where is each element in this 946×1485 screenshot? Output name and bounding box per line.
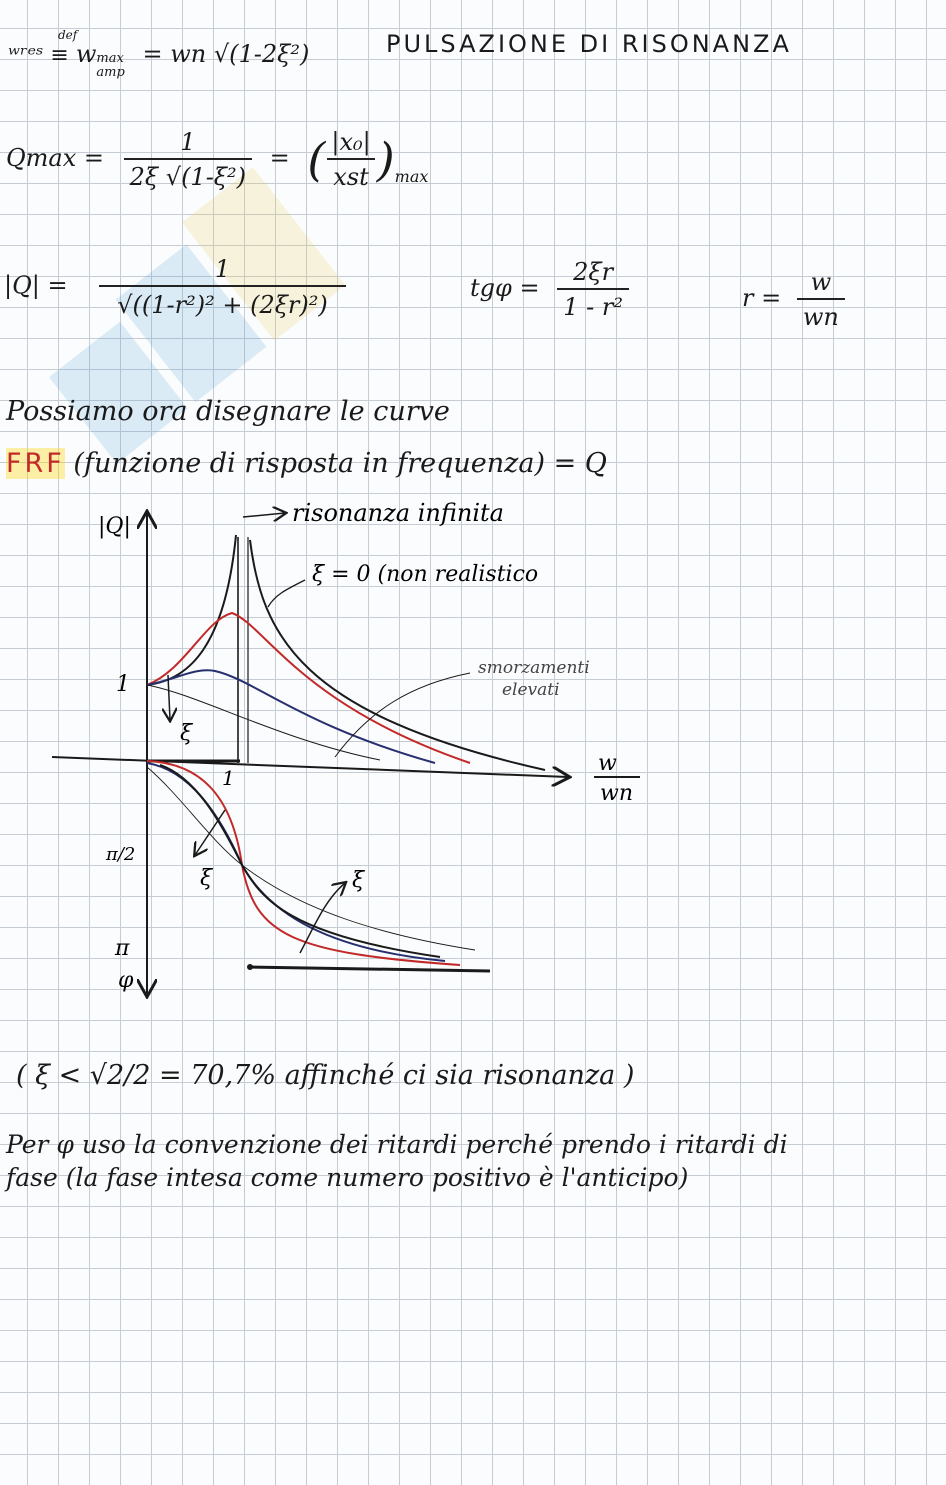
infinite-resonance-arrow <box>243 513 285 517</box>
phase-pi-line <box>250 967 490 971</box>
abs-q-numerator: 1 <box>214 255 231 283</box>
label-abs-q: |Q| <box>98 514 131 539</box>
label-resonance-infinite: risonanza infinita <box>292 499 504 527</box>
qmax-denominator: 2ξ √(1-ξ²) <box>124 158 252 191</box>
mag-xi-arrow <box>168 675 170 720</box>
omega-max-lhs: w <box>75 40 97 68</box>
label-phi: φ <box>118 968 134 993</box>
qmax-rhs-numerator: |x₀| <box>331 128 371 156</box>
frf-line <box>6 448 607 479</box>
frf-sketch <box>0 495 946 1015</box>
label-xi-mag: ξ <box>180 721 193 746</box>
frf-label: FRF <box>6 448 65 479</box>
qmax-rhs-sub: max <box>394 167 429 186</box>
label-one-freq: 1 <box>222 766 235 790</box>
abs-q-denominator: √((1-r²)² + (2ξr)²) <box>99 285 346 319</box>
qmax-equals: = <box>269 144 290 172</box>
phase-note-line-1: Per φ uso la convenzione dei ritardi perché prendo i ritardi di <box>6 1130 788 1159</box>
omega-max-formula: ʷʳᵉˢ ≡ wmax amp = wn √(1-2ξ²) <box>8 40 310 80</box>
label-pi: π <box>115 936 130 961</box>
r-lhs: r = <box>742 284 782 312</box>
resonance-condition: ( ξ < √2/2 = 70,7% affinché ci sia risonanza ) <box>16 1060 635 1091</box>
phase-curve-thin <box>147 767 475 950</box>
qmax-formula: Qmax = $\frac{1}{\text{2ξ √(1-ξ²)}}$ = ( $\frac{\text{|x₀|}}{\text{xst}}$ )$_{max}$ <box>6 128 429 191</box>
phase-note-line-2: fase (la fase intesa come numero positivo è l'anticipo) <box>6 1163 689 1192</box>
tg-phi-denominator: 1 - r² <box>557 288 629 321</box>
tg-phi-lhs: tgφ = <box>470 274 540 302</box>
mag-curve-red <box>147 613 470 763</box>
abs-q-lhs: |Q| = <box>4 271 68 300</box>
qmax-numerator: 1 <box>180 128 196 156</box>
label-damping-2: elevati <box>502 680 560 700</box>
label-x-den: wn <box>600 781 633 806</box>
freq-x-axis <box>52 757 568 777</box>
qmax-lhs: Qmax = <box>6 144 105 172</box>
phase-curve-blue <box>147 763 445 961</box>
phase-pi-dot <box>247 964 253 970</box>
phase-curve-red <box>147 761 460 965</box>
phase-curve-black <box>160 765 440 957</box>
r-numerator: w <box>810 268 832 296</box>
label-damping-1: smorzamenti <box>478 658 590 678</box>
frf-description: (funzione di risposta in frequenza) = Q <box>73 448 607 479</box>
xi-zero-pointer <box>268 580 305 607</box>
tg-phi-numerator: 2ξr <box>573 258 614 286</box>
resonance-title: PULSAZIONE DI RISONANZA <box>386 30 792 58</box>
mag-curve-blue <box>147 670 435 763</box>
omega-def-annotation: def <box>58 28 78 42</box>
label-xi-phase-right: ξ <box>352 868 365 893</box>
tg-phi-formula <box>470 258 629 321</box>
phase-xi-arrow-left <box>195 810 225 855</box>
label-one-mag: 1 <box>116 672 130 697</box>
abs-q-formula <box>4 255 346 319</box>
qmax-rhs-denominator: xst <box>327 158 375 191</box>
omega-max-sub2: amp <box>96 65 125 80</box>
label-pi-half: π/2 <box>106 844 136 865</box>
r-denominator: wn <box>797 298 845 331</box>
label-xi-zero: ξ = 0 (non realistico <box>312 562 539 587</box>
label-x-num: w <box>598 751 617 776</box>
mag-curve-xi-zero-left <box>147 535 236 685</box>
omega-max-rhs: = wn √(1-2ξ²) <box>142 40 310 68</box>
intro-line: Possiamo ora disegnare le curve <box>6 396 450 427</box>
omega-max-sub: max <box>96 51 124 66</box>
label-xi-phase-left: ξ <box>200 866 213 891</box>
r-formula <box>742 268 845 331</box>
